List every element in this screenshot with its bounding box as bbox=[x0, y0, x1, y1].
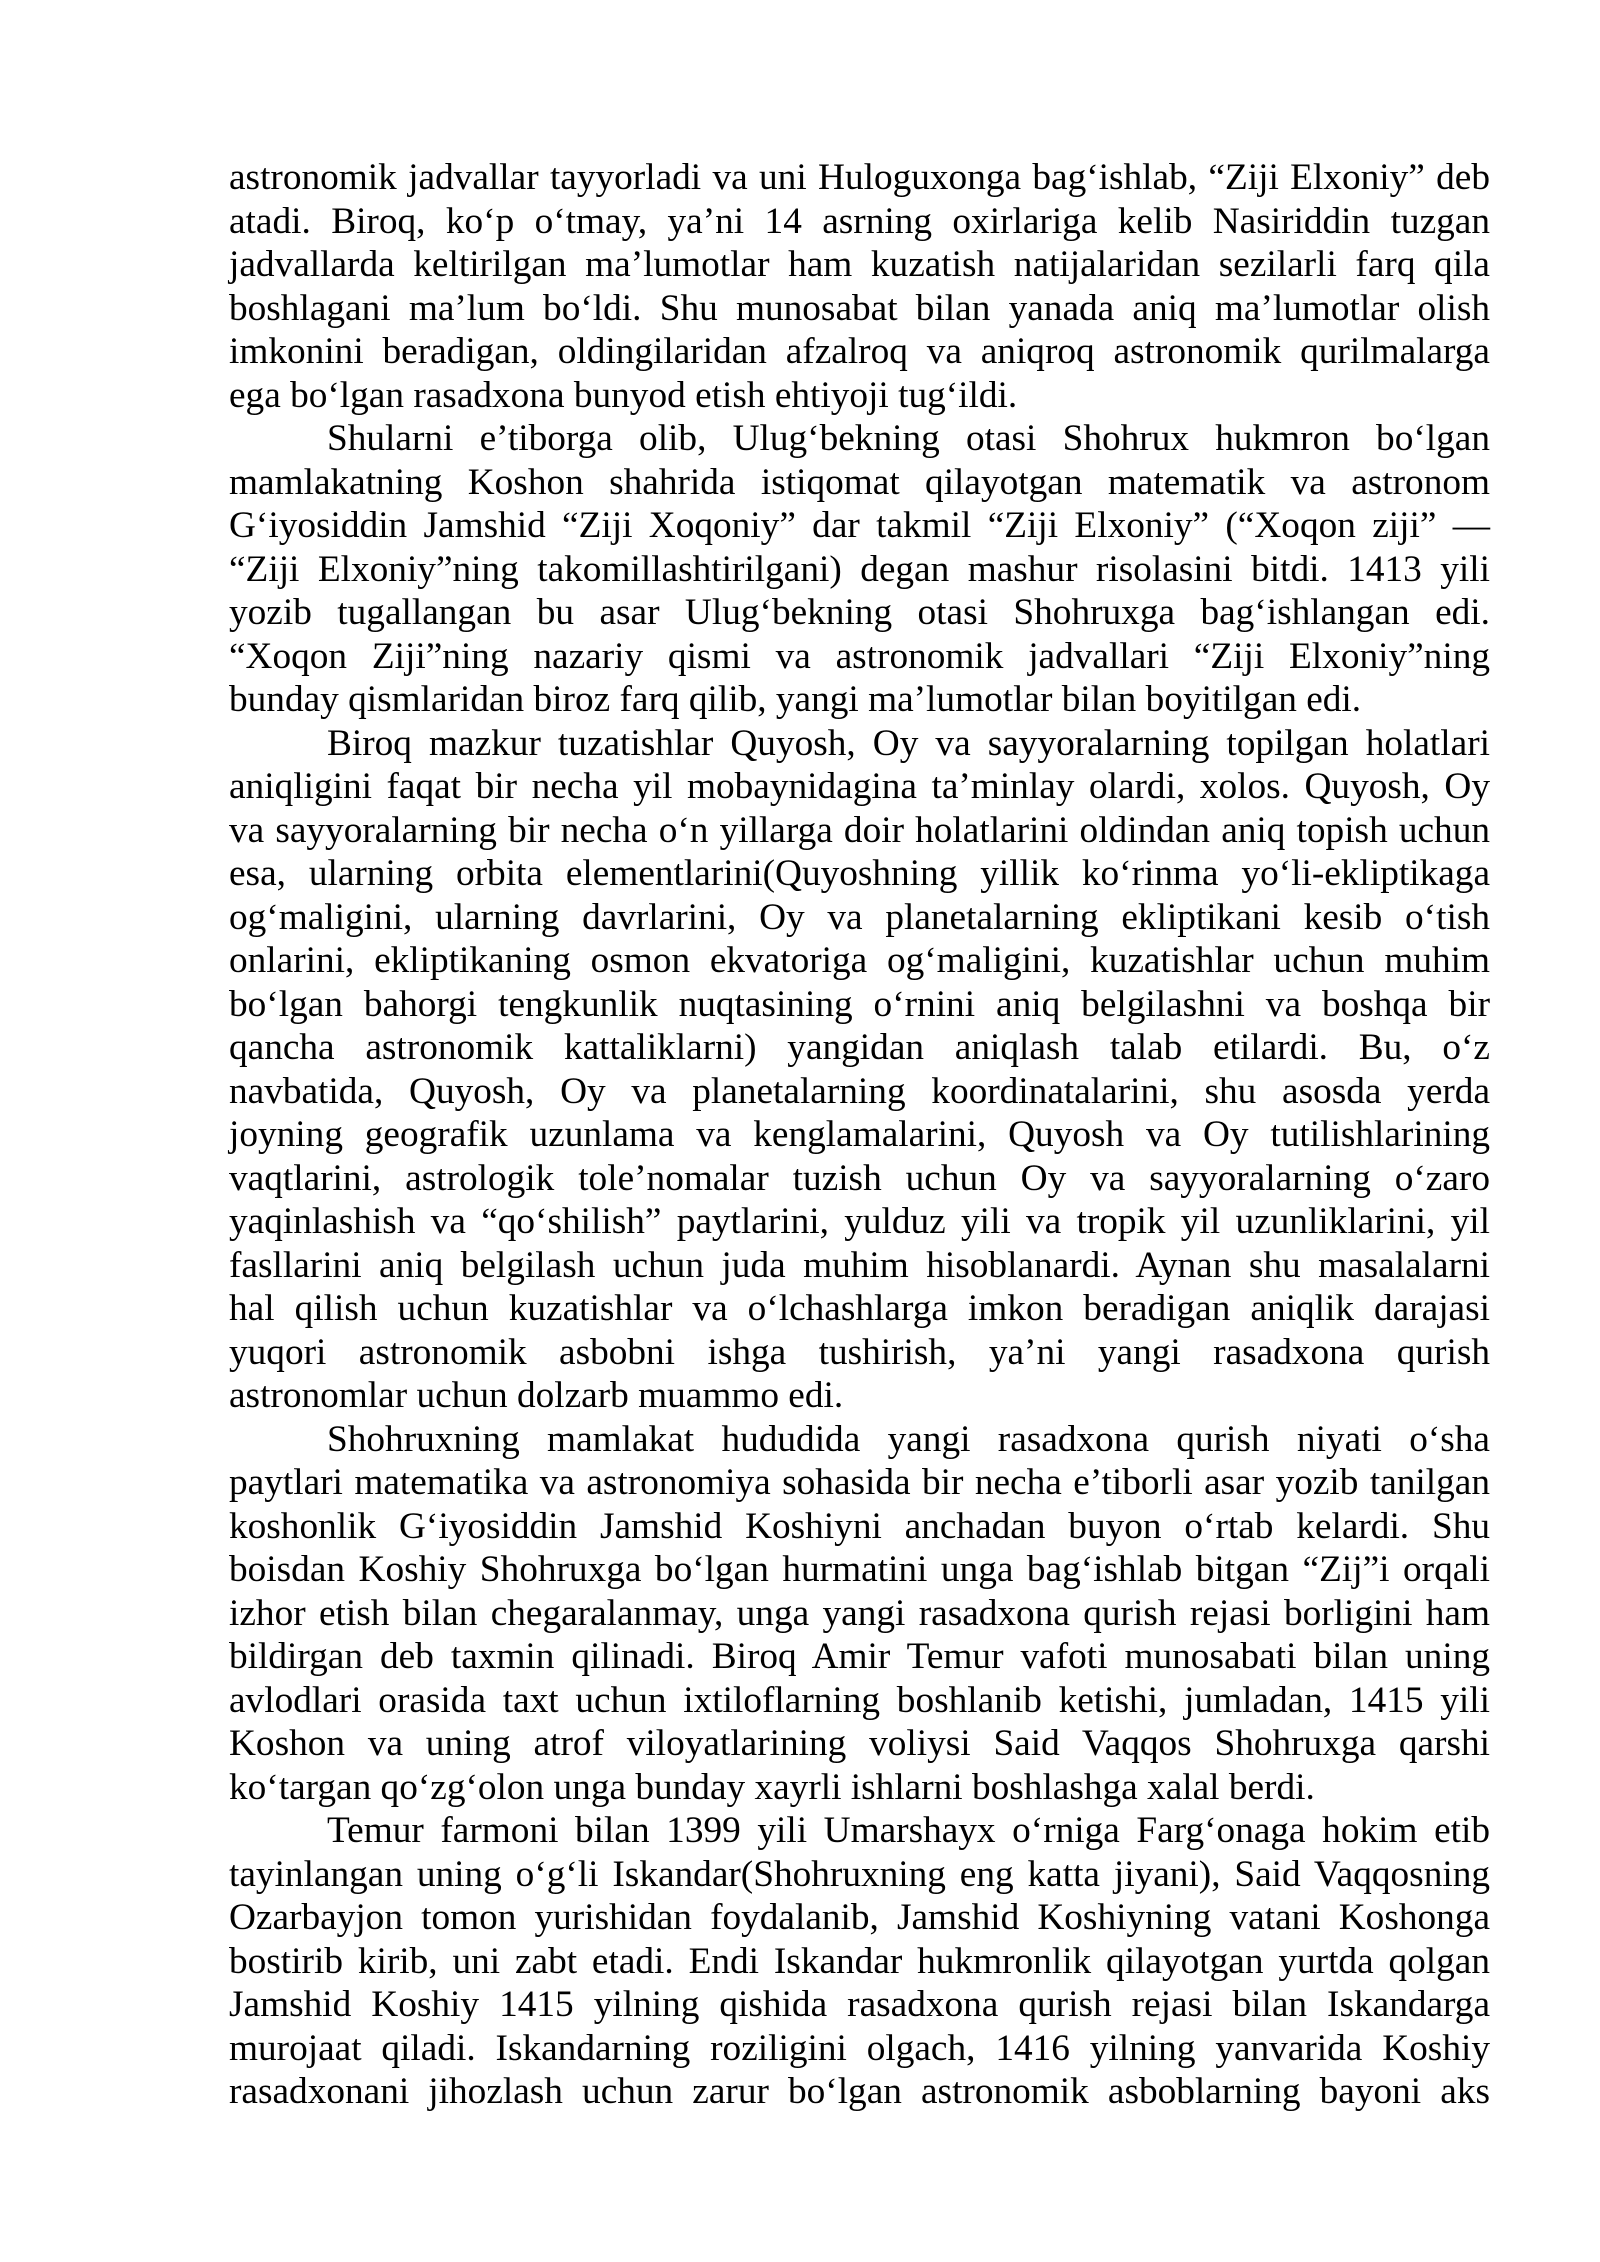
text-line: koshonlik G‘iyosiddin Jamshid Koshiyni anchadan buyon o‘rtab kelardi. Shu bbox=[229, 1505, 1490, 1547]
text-line: Temur farmoni bilan 1399 yili Umarshayx o‘rniga Farg‘onaga hokim etib bbox=[327, 1810, 1490, 1851]
text-line: ko‘targan qo‘zg‘olon unga bunday xayrli ishlarni boshlashga xalal berdi. bbox=[229, 1766, 1315, 1808]
text-line: fasllarini aniq belgilash uchun juda muhim hisoblanardi. Aynan shu masalalarni bbox=[229, 1244, 1490, 1286]
text-line: mamlakatning Koshon shahrida istiqomat qilayotgan matematik va astronom bbox=[229, 461, 1490, 503]
text-line: jadvallarda keltirilgan ma’lumotlar ham kuzatish natijalaridan sezilarli farq qila bbox=[229, 244, 1490, 285]
text-line: Shularni e’tiborga olib, Ulug‘bekning otasi Shohrux hukmron bo‘lgan bbox=[327, 418, 1490, 459]
text-line: bostirib kirib, uni zabt etadi. Endi Iskandar hukmronlik qilayotgan yurtda qolgan bbox=[229, 1940, 1490, 1982]
text-line: murojaat qiladi. Iskandarning roziligini olgach, 1416 yilning yanvarida Koshiy bbox=[229, 2027, 1490, 2069]
text-line: onlarini, ekliptikaning osmon ekvatoriga og‘maligini, kuzatishlar uchun muhim bbox=[229, 940, 1490, 981]
text-line: avlodlari orasida taxt uchun ixtiloflarning boshlanib ketishi, jumladan, 1415 yili bbox=[229, 1679, 1490, 1721]
text-line: hal qilish uchun kuzatishlar va o‘lchashlarga imkon beradigan aniqlik darajasi bbox=[229, 1288, 1490, 1329]
text-line: og‘maligini, ularning davrlarini, Oy va planetalarning ekliptikani kesib o‘tish bbox=[229, 896, 1490, 938]
text-line: astronomlar uchun dolzarb muammo edi. bbox=[229, 1375, 844, 1416]
text-line: bo‘lgan bahorgi tengkunlik nuqtasining o‘rnini aniq belgilashni va boshqa bir bbox=[229, 983, 1490, 1025]
text-line: navbatida, Quyosh, Oy va planetalarning koordinatalarini, shu asosda yerda bbox=[229, 1070, 1490, 1112]
paragraph-3 bbox=[229, 722, 1490, 1418]
paragraph-4 bbox=[229, 1418, 1490, 1810]
text-line: “Xoqon Ziji”ning nazariy qismi va astronomik jadvallari “Ziji Elxoniy”ning bbox=[229, 635, 1490, 677]
text-line: qancha astronomik kattaliklarni) yangidan aniqlash talab etilardi. Bu, o‘z bbox=[229, 1027, 1490, 1068]
text-line: esa, ularning orbita elementlarini(Quyoshning yillik ko‘rinma yo‘li-ekliptikaga bbox=[229, 853, 1490, 894]
text-line: vaqtlarini, astrologik tole’nomalar tuzish uchun Oy va sayyoralarning o‘zaro bbox=[229, 1157, 1490, 1199]
text-line: Ozarbayjon tomon yurishidan foydalanib, Jamshid Koshiyning vatani Koshonga bbox=[229, 1897, 1490, 1938]
text-line: G‘iyosiddin Jamshid “Ziji Xoqoniy” dar takmil “Ziji Elxoniy” (“Xoqon ziji” — bbox=[229, 505, 1490, 546]
paragraph-1 bbox=[229, 156, 1490, 417]
text-line: rasadxonani jihozlash uchun zarur bo‘lgan astronomik asboblarning bayoni aks bbox=[229, 2071, 1490, 2112]
text-line: “Ziji Elxoniy”ning takomillashtirilgani) degan mashur risolasini bitdi. 1413 yili bbox=[229, 548, 1490, 590]
text-line: yuqori astronomik asbobni ishga tushirish, ya’ni yangi rasadxona qurish bbox=[229, 1331, 1490, 1373]
text-line: Koshon va uning atrof viloyatlarining voliysi Said Vaqqos Shohruxga qarshi bbox=[229, 1723, 1490, 1764]
text-line: ega bo‘lgan rasadxona bunyod etish ehtiyoji tug‘ildi. bbox=[229, 374, 1018, 416]
text-line: Biroq mazkur tuzatishlar Quyosh, Oy va sayyoralarning topilgan holatlari bbox=[327, 722, 1490, 764]
text-line: yozib tugallangan bu asar Ulug‘bekning otasi Shohruxga bag‘ishlangan edi. bbox=[229, 592, 1490, 633]
text-line: Jamshid Koshiy 1415 yilning qishida rasadxona qurish rejasi bilan Iskandarga bbox=[229, 1984, 1490, 2025]
text-line: yaqinlashish va “qo‘shilish” paytlarini, yulduz yili va tropik yil uzunliklarini, yil bbox=[229, 1201, 1490, 1242]
text-line: boisdan Koshiy Shohruxga bo‘lgan hurmatini unga bag‘ishlab bitgan “Zij”i orqali bbox=[229, 1549, 1490, 1590]
text-line: boshlagani ma’lum bo‘ldi. Shu munosabat bilan yanada aniq ma’lumotlar olish bbox=[229, 287, 1490, 329]
text-line: Shohruxning mamlakat hududida yangi rasadxona qurish niyati o‘sha bbox=[327, 1418, 1490, 1460]
text-line: astronomik jadvallar tayyorladi va uni Huloguxonga bag‘ishlab, “Ziji Elxoniy” deb bbox=[229, 157, 1490, 198]
text-line: imkonini beradigan, oldingilaridan afzalroq va aniqroq astronomik qurilmalarga bbox=[229, 331, 1490, 372]
text-line: atadi. Biroq, ko‘p o‘tmay, ya’ni 14 asrning oxirlariga kelib Nasiriddin tuzgan bbox=[229, 200, 1490, 242]
text-line: bunday qismlaridan biroz farq qilib, yangi ma’lumotlar bilan boyitilgan edi. bbox=[229, 679, 1362, 720]
text-line: aniqligini faqat bir necha yil mobaynidagina ta’minlay olardi, xolos. Quyosh, Oy bbox=[229, 766, 1490, 807]
text-line: va sayyoralarning bir necha o‘n yillarga doir holatlarini oldindan aniq topish uchun bbox=[229, 809, 1490, 851]
body-text bbox=[229, 156, 1490, 2114]
paragraph-5 bbox=[229, 1809, 1490, 2114]
text-line: izhor etish bilan chegaralanmay, unga yangi rasadxona qurish rejasi borligini ham bbox=[229, 1592, 1490, 1634]
text-line: tayinlangan uning o‘g‘li Iskandar(Shohruxning eng katta jiyani), Said Vaqqosning bbox=[229, 1853, 1490, 1895]
paragraph-2 bbox=[229, 417, 1490, 722]
text-line: paytlari matematika va astronomiya sohasida bir necha e’tiborli asar yozib tanilgan bbox=[229, 1462, 1490, 1503]
text-line: joyning geografik uzunlama va kenglamalarini, Quyosh va Oy tutilishlarining bbox=[229, 1114, 1490, 1155]
text-line: bildirgan deb taxmin qilinadi. Biroq Amir Temur vafoti munosabati bilan uning bbox=[229, 1636, 1490, 1677]
